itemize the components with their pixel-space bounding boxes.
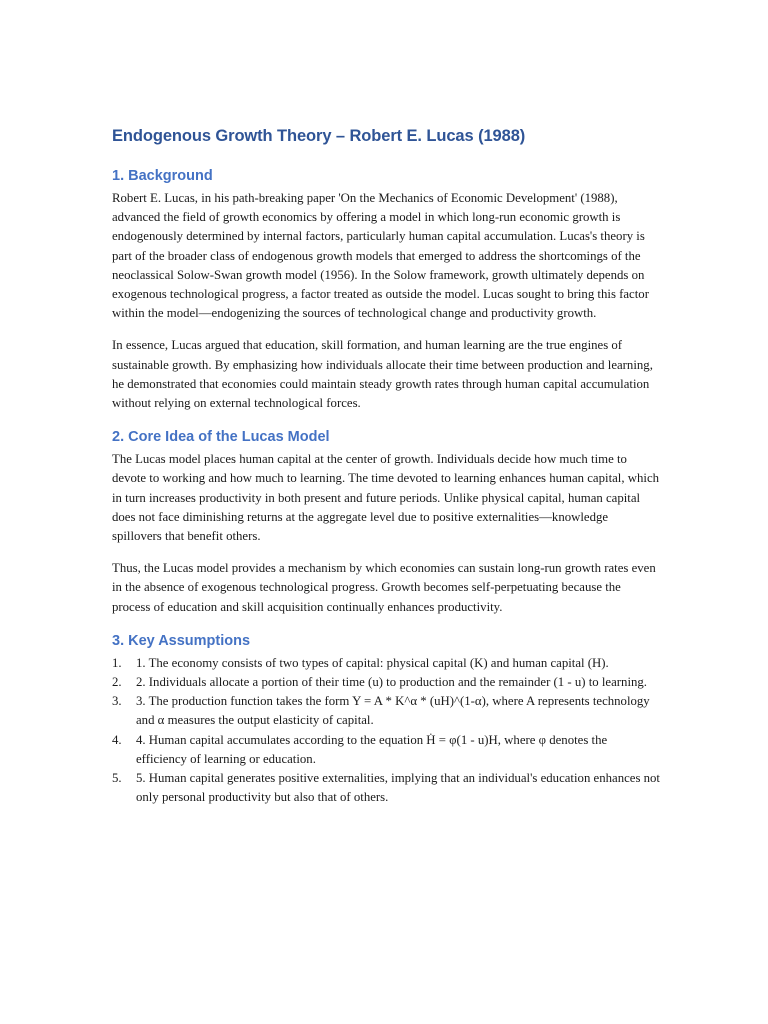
- document-title: Endogenous Growth Theory – Robert E. Lucas (1988): [112, 127, 526, 145]
- list-item-text: 5. Human capital generates positive externalities, implying that an individual's education enhances not only personal productivity but also that of others.: [136, 771, 660, 805]
- paragraph: Thus, the Lucas model provides a mechanism by which economies can sustain long-run growth rates even in the absence of exogenous technological progress. Growth becomes self-perpetuating because the process of education and skill acquisition continually enhances productivity.: [112, 561, 656, 614]
- section-heading-background: 1. Background: [112, 168, 213, 184]
- list-item-text: 2. Individuals allocate a portion of their time (u) to production and the remainder (1 - u) to learning.: [136, 675, 648, 690]
- section-heading-core-idea: 2. Core Idea of the Lucas Model: [112, 429, 330, 446]
- list-item-number: 2.: [112, 675, 122, 690]
- document-page: [112, 122, 660, 807]
- list-item-number: 5.: [112, 771, 122, 786]
- assumptions-list: [112, 654, 660, 808]
- list-item-number: 1.: [112, 655, 122, 670]
- list-item: [112, 692, 660, 730]
- list-item-number: 4.: [112, 732, 122, 747]
- list-item-text: 1. The economy consists of two types of capital: physical capital (K) and human capital (H).: [136, 655, 609, 670]
- list-item: [112, 731, 660, 769]
- list-item: [112, 769, 660, 807]
- paragraph: The Lucas model places human capital at the center of growth. Individuals decide how much time to devote to working and how much to learning. The time devoted to learning enhances human capital, which in turn increases productivity in both present and future periods. Unlike physical capital, human capital does not face diminishing returns at the aggregate level due to positive externalities—knowledge spillovers that benefit others.: [112, 452, 660, 544]
- list-item: [112, 654, 660, 673]
- list-item: [112, 673, 660, 692]
- paragraph: Robert E. Lucas, in his path-breaking paper 'On the Mechanics of Economic Development' (1988), advanced the field of growth economics by offering a model in which long-run economic growth is endogenously determined by internal factors, particularly human capital accumulation. Lucas's theory is part of the broader class of endogenous growth models that emerged to address the shortcomings of the neoclassical Solow-Swan growth model (1956). In the Solow framework, growth ultimately depends on exogenous technological progress, a factor treated as outside the model. Lucas sought to bring this factor within the model—endogenizing the sources of technological change and productivity growth.: [112, 191, 649, 321]
- list-item-text: 3. The production function takes the form Y = A * K^α * (uH)^(1-α), where A represents technology and α measures the output elasticity of capital.: [136, 694, 650, 728]
- section-heading-key-assumptions: 3. Key Assumptions: [112, 632, 251, 649]
- paragraph: In essence, Lucas argued that education, skill formation, and human learning are the true engines of sustainable growth. By emphasizing how individuals allocate their time between production and learning, he demonstrated that economies could maintain steady growth rates through human capital accumulation without relying on external technological forces.: [112, 338, 653, 411]
- list-item-text: 4. Human capital accumulates according to the equation Ḣ = φ(1 - u)H, where φ denotes the efficiency of learning or education.: [136, 732, 608, 766]
- list-item-number: 3.: [112, 694, 122, 709]
